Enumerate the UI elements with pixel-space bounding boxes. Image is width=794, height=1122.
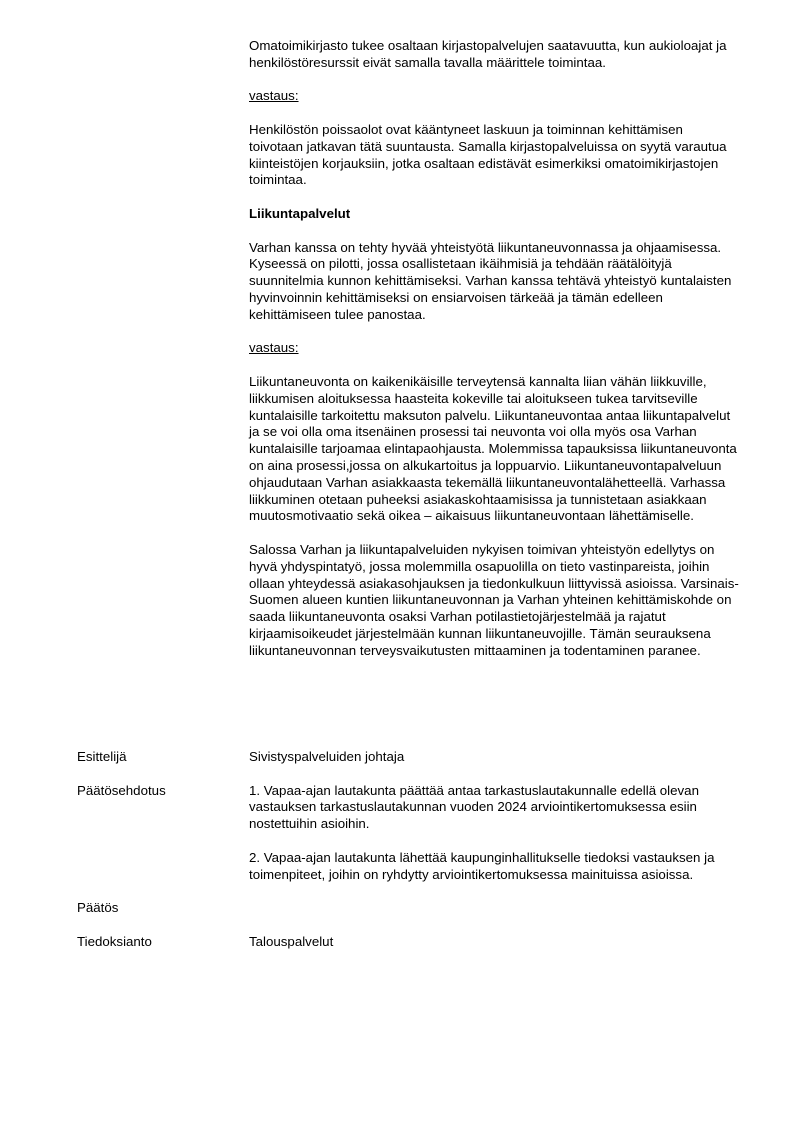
decision-row [77, 900, 739, 917]
notification-value: Talouspalvelut [249, 933, 334, 949]
proposal-row [77, 783, 739, 884]
sports-response-paragraph-1: Liikuntaneuvonta on kaikenikäisille terveytensä kannalta liian vähän liikkuville, liikkumisen aloituksessa haasteita kokeville tai aloitukseen tukea tarvitseville kuntalaisille tarkoitettu maksuton palvelu. Liikuntaneuvontaa antaa liikuntapalvelut ja se voi olla oma itsenäinen prosessi tai neuvonta voi olla myös osa Varhan kuntalaisille tarjoamaa elintapaohjausta. Molemmissa tapauksissa liikuntaneuvonta on aina prosessi,jossa on alkukartoitus ja loppuarvio. Liikuntaneuvontapalveluun ohjaudutaan Varhan asiakkaasta tekemällä liikuntaneuvontalähetteellä. Varhassa liikkuminen otetaan puheeksi asiakaskohtaamisissa ja tunnistetaan asiakkaan muutosmotivaatio sekä oikea – aikaisuus liikuntaneuvontaan lähettämiselle. [249, 373, 737, 524]
notification-row [77, 934, 739, 951]
proposal-item-1: 1. Vapaa-ajan lautakunta päättää antaa tarkastuslautakunnalle edellä olevan vastauksen tarkastuslautakunnan vuoden 2024 arviointikertomuksessa esiin nostettuihin asioihin. [249, 782, 699, 832]
presenter-value: Sivistyspalveluiden johtaja [249, 749, 405, 764]
decision-label: Päätös [77, 900, 119, 916]
library-response-label: vastaus: [249, 88, 299, 104]
sports-response-paragraph-2: Salossa Varhan ja liikuntapalveluiden nykyisen toimivan yhteistyön edellytys on hyvä yhdyspintatyö, jossa molemmilla osapuolilla on tieto vastinpareista, joihin ollaan yhteydessä asiakasohjauksen ja tiedonkulkuun liittyvissä asioissa. Varsinais- Suomen alueen kuntien liikuntaneuvonnan ja Varhan yhteinen kehittämiskohde on saada liikuntaneuvonta osaksi Varhan potilastietojärjestelmää ja rajatut kirjaamisoikeudet järjestelmään kunnan liikuntaneuvojille. Tämän seurauksena liikuntaneuvonnan terveysvaikutusten mittaaminen ja todentaminen paranee. [249, 541, 739, 658]
library-intro-paragraph: Omatoimikirjasto tukee osaltaan kirjastopalvelujen saatavuutta, kun aukioloajat ja henkilöstöresurssit eivät samalla tavalla määrittele toimintaa. [249, 38, 727, 70]
notification-label: Tiedoksianto [77, 933, 152, 949]
proposal-label: Päätösehdotus [77, 782, 166, 798]
decision-meta-section [77, 749, 739, 967]
proposal-item-2: 2. Vapaa-ajan lautakunta lähettää kaupunginhallitukselle tiedoksi vastauksen ja toimenpiteet, joihin on ryhdytty arviointikertomuksessa mainituissa asioissa. [249, 849, 715, 882]
decision-value [249, 900, 739, 917]
main-text-column [249, 38, 739, 676]
sports-intro-paragraph: Varhan kanssa on tehty hyvää yhteistyötä liikuntaneuvonnassa ja ohjaamisessa. Kyseessä on pilotti, jossa osallistetaan ikäihmisiä ja tehdään räätälöityjä suunnitelmia kunnon kehittämiseksi. Varhan kanssa tehtävä yhteistyö kuntalaisten hyvinvoinnin kehittämiseksi on ensiarvoisen tärkeää ja tämän edelleen kehittämiseen tulee panostaa. [249, 239, 732, 322]
library-response-paragraph: Henkilöstön poissaolot ovat kääntyneet laskuun ja toiminnan kehittämisen toivotaan jatkavan tätä suuntausta. Samalla kirjastopalveluissa on syytä varautua kiinteistöjen korjauksiin, jotka osaltaan edistävät esimerkiksi omatoimikirjastojen toimintaa. [249, 121, 727, 188]
sports-services-heading: Liikuntapalvelut [249, 205, 351, 221]
sports-response-label: vastaus: [249, 340, 299, 356]
presenter-row [77, 749, 739, 766]
presenter-label: Esittelijä [77, 749, 127, 764]
proposal-value [249, 783, 739, 884]
